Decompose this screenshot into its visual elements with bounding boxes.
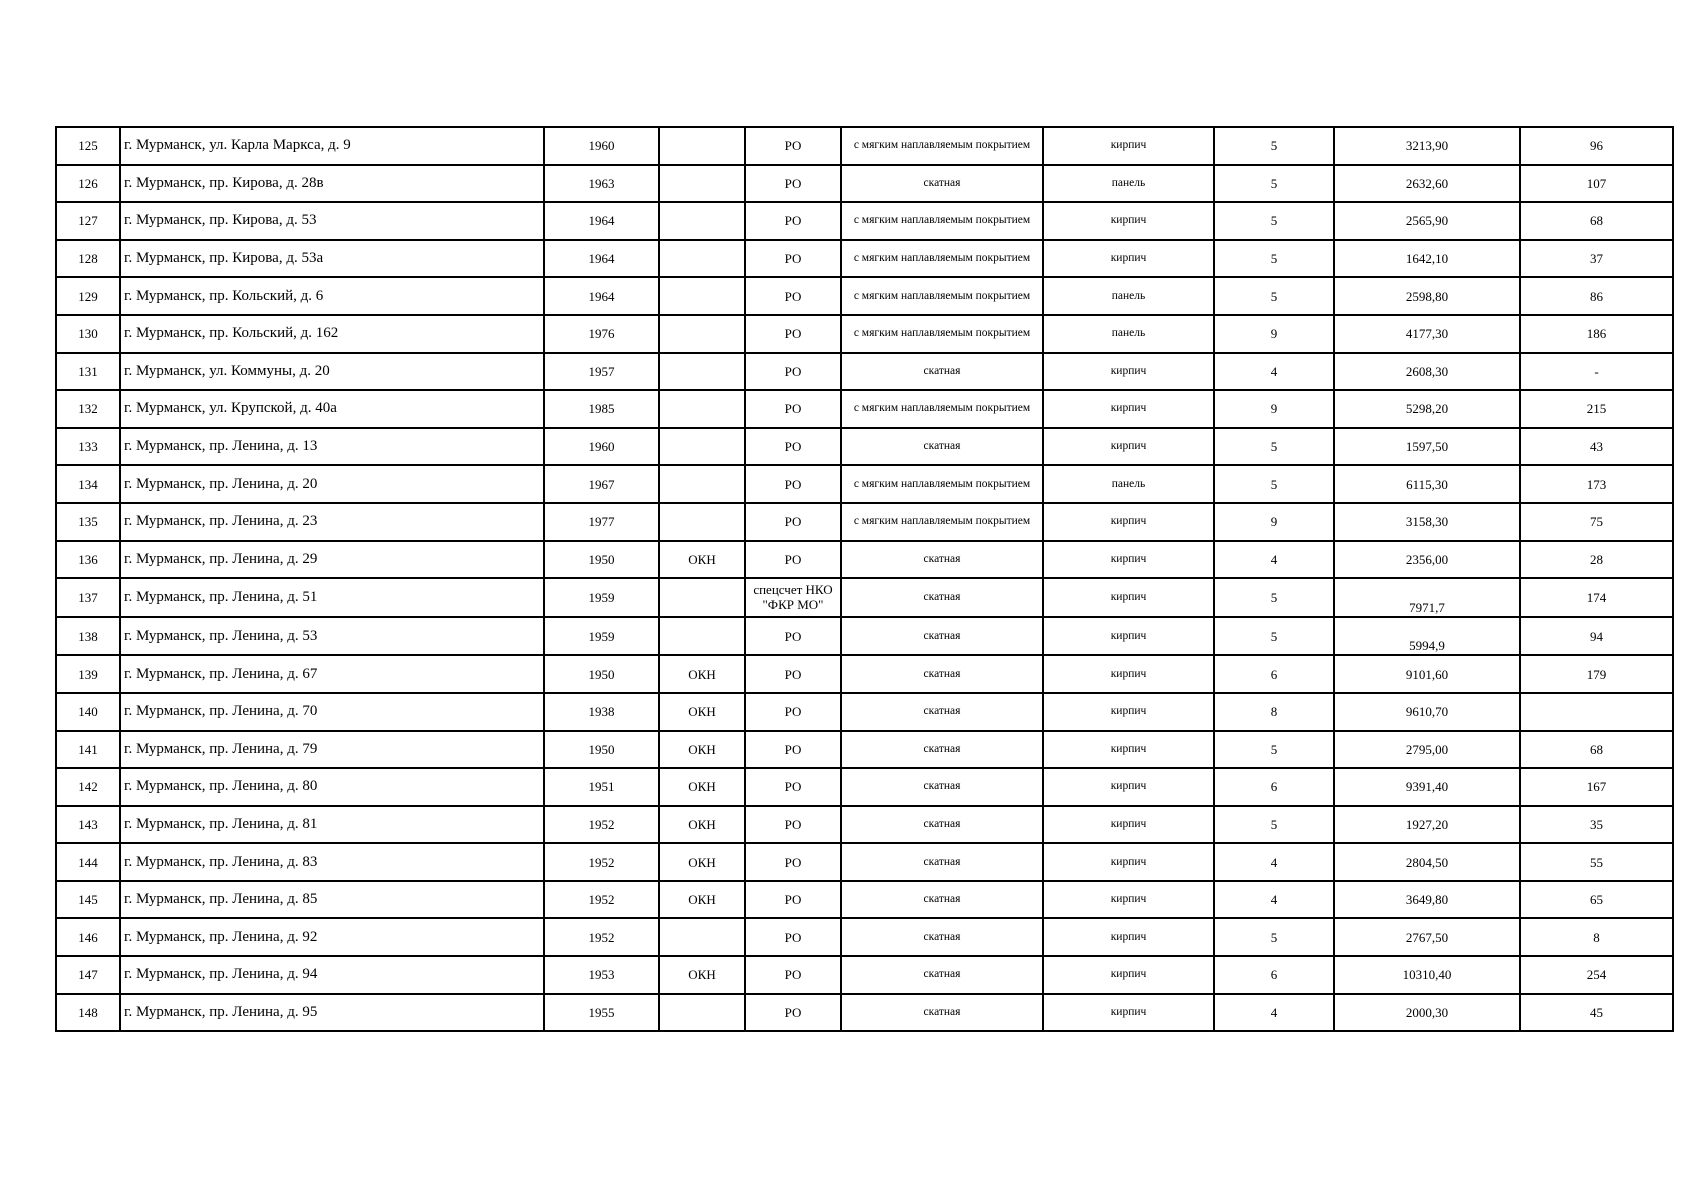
area-cell: 2804,50 [1334,843,1520,881]
fund-method-cell: РО [745,617,841,656]
area-cell: 2795,00 [1334,731,1520,769]
year-built-cell: 1960 [544,428,659,466]
heritage-status-cell: ОКН [659,655,745,693]
row-number-cell: 132 [56,390,120,428]
table-row [56,578,1673,617]
wall-material-cell: кирпич [1043,428,1214,466]
area-cell: 3649,80 [1334,881,1520,919]
fund-method-cell: РО [745,655,841,693]
row-number-cell: 133 [56,428,120,466]
floors-cell: 6 [1214,655,1334,693]
fund-method-cell: РО [745,956,841,994]
row-number-cell: 127 [56,202,120,240]
wall-material-cell: кирпич [1043,617,1214,656]
fund-method-cell: РО [745,165,841,203]
fund-method-cell: РО [745,918,841,956]
wall-material-cell: кирпич [1043,127,1214,165]
year-built-cell: 1952 [544,881,659,919]
address-cell: г. Мурманск, пр. Ленина, д. 20 [120,465,544,503]
area-cell: 9391,40 [1334,768,1520,806]
wall-material-cell: кирпич [1043,881,1214,919]
address-cell: г. Мурманск, пр. Ленина, д. 70 [120,693,544,731]
roof-type-cell: скатная [841,655,1043,693]
heritage-status-cell [659,390,745,428]
residents-cell: 68 [1520,731,1673,769]
residents-cell: 174 [1520,578,1673,617]
heritage-status-cell [659,503,745,541]
roof-type-cell: с мягким наплавляемым покрытием [841,277,1043,315]
floors-cell: 5 [1214,277,1334,315]
address-cell: г. Мурманск, пр. Ленина, д. 13 [120,428,544,466]
roof-type-cell: скатная [841,768,1043,806]
address-cell: г. Мурманск, пр. Кольский, д. 6 [120,277,544,315]
address-cell: г. Мурманск, пр. Кирова, д. 53а [120,240,544,278]
area-cell: 6115,30 [1334,465,1520,503]
table-row [56,165,1673,203]
roof-type-cell: скатная [841,843,1043,881]
fund-method-cell: РО [745,127,841,165]
fund-method-cell: РО [745,881,841,919]
floors-cell: 5 [1214,127,1334,165]
row-number-cell: 140 [56,693,120,731]
table-row [56,806,1673,844]
wall-material-cell: кирпич [1043,390,1214,428]
row-number-cell: 139 [56,655,120,693]
area-cell: 5298,20 [1334,390,1520,428]
wall-material-cell: кирпич [1043,578,1214,617]
roof-type-cell: скатная [841,617,1043,656]
wall-material-cell: панель [1043,165,1214,203]
year-built-cell: 1985 [544,390,659,428]
roof-type-cell: скатная [841,956,1043,994]
area-cell: 2356,00 [1334,541,1520,579]
year-built-cell: 1959 [544,617,659,656]
table-row [56,240,1673,278]
floors-cell: 4 [1214,353,1334,391]
table-row [56,655,1673,693]
area-cell: 10310,40 [1334,956,1520,994]
heritage-status-cell [659,353,745,391]
floors-cell: 4 [1214,881,1334,919]
area-cell: 2565,90 [1334,202,1520,240]
row-number-cell: 125 [56,127,120,165]
year-built-cell: 1960 [544,127,659,165]
residents-cell: 186 [1520,315,1673,353]
wall-material-cell: кирпич [1043,806,1214,844]
floors-cell: 5 [1214,918,1334,956]
table-row [56,693,1673,731]
floors-cell: 5 [1214,578,1334,617]
year-built-cell: 1959 [544,578,659,617]
table-row [56,127,1673,165]
area-cell: 7971,7 [1334,578,1520,617]
table-row [56,465,1673,503]
heritage-status-cell [659,315,745,353]
area-cell: 3213,90 [1334,127,1520,165]
floors-cell: 5 [1214,428,1334,466]
housing-table [55,126,1674,1032]
residents-cell [1520,693,1673,731]
roof-type-cell: скатная [841,806,1043,844]
table-row [56,428,1673,466]
roof-type-cell: скатная [841,731,1043,769]
year-built-cell: 1964 [544,240,659,278]
roof-type-cell: скатная [841,353,1043,391]
address-cell: г. Мурманск, пр. Ленина, д. 95 [120,994,544,1032]
address-cell: г. Мурманск, пр. Ленина, д. 51 [120,578,544,617]
wall-material-cell: кирпич [1043,353,1214,391]
residents-cell: 65 [1520,881,1673,919]
area-cell: 2608,30 [1334,353,1520,391]
wall-material-cell: кирпич [1043,918,1214,956]
address-cell: г. Мурманск, пр. Ленина, д. 67 [120,655,544,693]
roof-type-cell: скатная [841,693,1043,731]
residents-cell: 173 [1520,465,1673,503]
wall-material-cell: кирпич [1043,240,1214,278]
wall-material-cell: кирпич [1043,768,1214,806]
fund-method-cell: РО [745,428,841,466]
row-number-cell: 143 [56,806,120,844]
row-number-cell: 146 [56,918,120,956]
area-cell: 2598,80 [1334,277,1520,315]
address-cell: г. Мурманск, ул. Крупской, д. 40а [120,390,544,428]
fund-method-cell: РО [745,277,841,315]
area-cell: 2632,60 [1334,165,1520,203]
heritage-status-cell [659,918,745,956]
floors-cell: 5 [1214,806,1334,844]
address-cell: г. Мурманск, пр. Ленина, д. 94 [120,956,544,994]
heritage-status-cell [659,127,745,165]
fund-method-cell: РО [745,315,841,353]
table-row [56,503,1673,541]
fund-method-cell: РО [745,693,841,731]
floors-cell: 5 [1214,202,1334,240]
area-cell: 1927,20 [1334,806,1520,844]
address-cell: г. Мурманск, пр. Ленина, д. 83 [120,843,544,881]
residents-cell: 254 [1520,956,1673,994]
heritage-status-cell: ОКН [659,693,745,731]
floors-cell: 6 [1214,768,1334,806]
heritage-status-cell [659,277,745,315]
floors-cell: 5 [1214,240,1334,278]
roof-type-cell: с мягким наплавляемым покрытием [841,465,1043,503]
year-built-cell: 1964 [544,202,659,240]
address-cell: г. Мурманск, пр. Кирова, д. 28в [120,165,544,203]
heritage-status-cell [659,578,745,617]
residents-cell: 167 [1520,768,1673,806]
table-row [56,617,1673,656]
table-row [56,918,1673,956]
row-number-cell: 148 [56,994,120,1032]
wall-material-cell: кирпич [1043,503,1214,541]
floors-cell: 4 [1214,541,1334,579]
year-built-cell: 1952 [544,918,659,956]
row-number-cell: 147 [56,956,120,994]
address-cell: г. Мурманск, ул. Коммуны, д. 20 [120,353,544,391]
floors-cell: 9 [1214,503,1334,541]
heritage-status-cell [659,428,745,466]
area-cell: 2000,30 [1334,994,1520,1032]
roof-type-cell: с мягким наплавляемым покрытием [841,315,1043,353]
table-row [56,994,1673,1032]
heritage-status-cell [659,994,745,1032]
year-built-cell: 1976 [544,315,659,353]
floors-cell: 9 [1214,315,1334,353]
address-cell: г. Мурманск, пр. Ленина, д. 29 [120,541,544,579]
wall-material-cell: кирпич [1043,843,1214,881]
area-cell: 9101,60 [1334,655,1520,693]
area-cell: 1597,50 [1334,428,1520,466]
year-built-cell: 1964 [544,277,659,315]
residents-cell: 215 [1520,390,1673,428]
roof-type-cell: с мягким наплавляемым покрытием [841,202,1043,240]
row-number-cell: 142 [56,768,120,806]
address-cell: г. Мурманск, пр. Ленина, д. 53 [120,617,544,656]
table-row [56,956,1673,994]
fund-method-cell: РО [745,731,841,769]
year-built-cell: 1950 [544,655,659,693]
fund-method-cell: РО [745,503,841,541]
fund-method-cell: спецсчет НКО "ФКР МО" [745,578,841,617]
roof-type-cell: скатная [841,881,1043,919]
fund-method-cell: РО [745,353,841,391]
residents-cell: 55 [1520,843,1673,881]
residents-cell: 35 [1520,806,1673,844]
address-cell: г. Мурманск, пр. Ленина, д. 79 [120,731,544,769]
area-cell: 3158,30 [1334,503,1520,541]
floors-cell: 5 [1214,465,1334,503]
floors-cell: 5 [1214,165,1334,203]
roof-type-cell: скатная [841,428,1043,466]
residents-cell: 86 [1520,277,1673,315]
residents-cell: 107 [1520,165,1673,203]
table-row [56,768,1673,806]
heritage-status-cell: ОКН [659,956,745,994]
residents-cell: - [1520,353,1673,391]
row-number-cell: 131 [56,353,120,391]
fund-method-cell: РО [745,843,841,881]
heritage-status-cell [659,202,745,240]
year-built-cell: 1977 [544,503,659,541]
residents-cell: 96 [1520,127,1673,165]
roof-type-cell: скатная [841,994,1043,1032]
row-number-cell: 138 [56,617,120,656]
table-row [56,390,1673,428]
floors-cell: 6 [1214,956,1334,994]
heritage-status-cell [659,617,745,656]
fund-method-cell: РО [745,390,841,428]
floors-cell: 5 [1214,731,1334,769]
table-row [56,277,1673,315]
year-built-cell: 1963 [544,165,659,203]
wall-material-cell: панель [1043,315,1214,353]
year-built-cell: 1938 [544,693,659,731]
row-number-cell: 141 [56,731,120,769]
floors-cell: 4 [1214,843,1334,881]
table-row [56,881,1673,919]
roof-type-cell: скатная [841,918,1043,956]
roof-type-cell: с мягким наплавляемым покрытием [841,127,1043,165]
floors-cell: 9 [1214,390,1334,428]
row-number-cell: 130 [56,315,120,353]
residents-cell: 94 [1520,617,1673,656]
year-built-cell: 1967 [544,465,659,503]
row-number-cell: 135 [56,503,120,541]
row-number-cell: 144 [56,843,120,881]
wall-material-cell: кирпич [1043,202,1214,240]
wall-material-cell: кирпич [1043,731,1214,769]
year-built-cell: 1952 [544,806,659,844]
roof-type-cell: скатная [841,541,1043,579]
heritage-status-cell: ОКН [659,768,745,806]
row-number-cell: 145 [56,881,120,919]
fund-method-cell: РО [745,768,841,806]
year-built-cell: 1951 [544,768,659,806]
year-built-cell: 1952 [544,843,659,881]
address-cell: г. Мурманск, пр. Ленина, д. 23 [120,503,544,541]
table-row [56,315,1673,353]
fund-method-cell: РО [745,994,841,1032]
fund-method-cell: РО [745,806,841,844]
roof-type-cell: с мягким наплавляемым покрытием [841,240,1043,278]
roof-type-cell: скатная [841,165,1043,203]
fund-method-cell: РО [745,240,841,278]
wall-material-cell: панель [1043,465,1214,503]
row-number-cell: 137 [56,578,120,617]
residents-cell: 179 [1520,655,1673,693]
row-number-cell: 134 [56,465,120,503]
wall-material-cell: кирпич [1043,994,1214,1032]
row-number-cell: 129 [56,277,120,315]
row-number-cell: 136 [56,541,120,579]
row-number-cell: 126 [56,165,120,203]
heritage-status-cell [659,165,745,203]
wall-material-cell: кирпич [1043,541,1214,579]
year-built-cell: 1957 [544,353,659,391]
residents-cell: 28 [1520,541,1673,579]
floors-cell: 8 [1214,693,1334,731]
table-row [56,731,1673,769]
address-cell: г. Мурманск, пр. Ленина, д. 92 [120,918,544,956]
roof-type-cell: с мягким наплавляемым покрытием [841,390,1043,428]
table-row [56,541,1673,579]
roof-type-cell: с мягким наплавляемым покрытием [841,503,1043,541]
year-built-cell: 1955 [544,994,659,1032]
roof-type-cell: скатная [841,578,1043,617]
address-cell: г. Мурманск, пр. Ленина, д. 81 [120,806,544,844]
wall-material-cell: кирпич [1043,693,1214,731]
area-cell: 4177,30 [1334,315,1520,353]
floors-cell: 4 [1214,994,1334,1032]
address-cell: г. Мурманск, пр. Ленина, д. 85 [120,881,544,919]
heritage-status-cell: ОКН [659,541,745,579]
wall-material-cell: кирпич [1043,655,1214,693]
area-cell: 9610,70 [1334,693,1520,731]
address-cell: г. Мурманск, ул. Карла Маркса, д. 9 [120,127,544,165]
residents-cell: 8 [1520,918,1673,956]
document-page [55,126,1672,1032]
residents-cell: 37 [1520,240,1673,278]
residents-cell: 68 [1520,202,1673,240]
fund-method-cell: РО [745,465,841,503]
floors-cell: 5 [1214,617,1334,656]
address-cell: г. Мурманск, пр. Ленина, д. 80 [120,768,544,806]
heritage-status-cell: ОКН [659,731,745,769]
residents-cell: 45 [1520,994,1673,1032]
fund-method-cell: РО [745,202,841,240]
area-cell: 2767,50 [1334,918,1520,956]
table-row [56,843,1673,881]
heritage-status-cell [659,465,745,503]
year-built-cell: 1950 [544,731,659,769]
row-number-cell: 128 [56,240,120,278]
wall-material-cell: панель [1043,277,1214,315]
fund-method-cell: РО [745,541,841,579]
address-cell: г. Мурманск, пр. Кольский, д. 162 [120,315,544,353]
address-cell: г. Мурманск, пр. Кирова, д. 53 [120,202,544,240]
table-body [56,127,1673,1031]
heritage-status-cell [659,240,745,278]
area-cell: 5994,9 [1334,617,1520,656]
area-cell: 1642,10 [1334,240,1520,278]
heritage-status-cell: ОКН [659,843,745,881]
residents-cell: 75 [1520,503,1673,541]
year-built-cell: 1950 [544,541,659,579]
wall-material-cell: кирпич [1043,956,1214,994]
heritage-status-cell: ОКН [659,881,745,919]
residents-cell: 43 [1520,428,1673,466]
table-row [56,202,1673,240]
year-built-cell: 1953 [544,956,659,994]
table-row [56,353,1673,391]
heritage-status-cell: ОКН [659,806,745,844]
